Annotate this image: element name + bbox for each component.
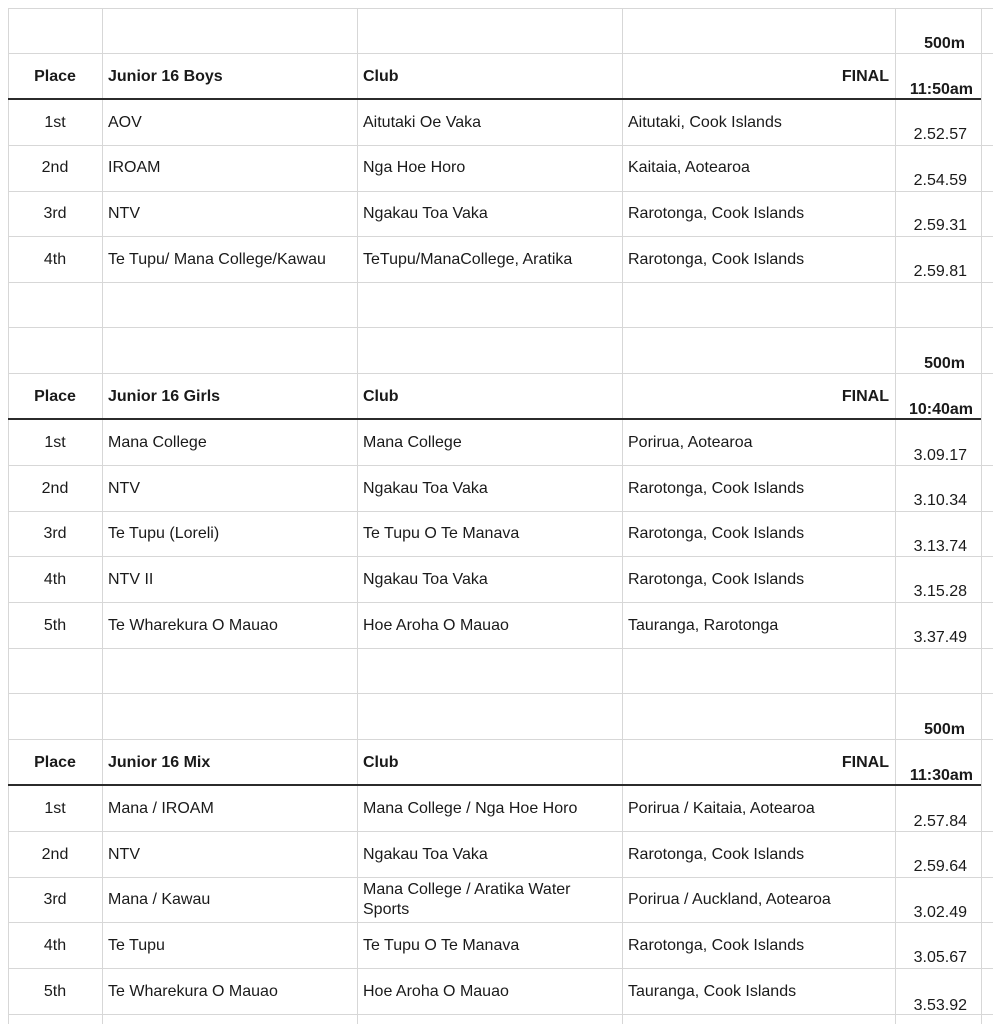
time-cell: 3.09.17 bbox=[913, 447, 967, 464]
club-cell: Mana College bbox=[363, 434, 462, 451]
location-cell: Rarotonga, Cook Islands bbox=[628, 251, 805, 268]
header-underline bbox=[8, 98, 981, 100]
place-cell: 1st bbox=[44, 800, 66, 817]
location-cell: Porirua, Aotearoa bbox=[628, 434, 753, 451]
location-cell: Rarotonga, Cook Islands bbox=[628, 846, 805, 863]
club-cell: Ngakau Toa Vaka bbox=[363, 480, 488, 497]
team-cell: Mana / Kawau bbox=[108, 891, 211, 908]
time-cell: 3.02.49 bbox=[913, 904, 967, 921]
start-time: 11:30am bbox=[909, 767, 973, 784]
place-header: Place bbox=[34, 68, 76, 85]
row-divider bbox=[8, 739, 993, 740]
row-divider bbox=[8, 465, 993, 466]
team-cell: Mana / IROAM bbox=[108, 800, 214, 817]
team-cell: NTV bbox=[108, 846, 140, 863]
club-cell: Mana College / Aratika Water Sports bbox=[363, 881, 571, 918]
location-cell: Rarotonga, Cook Islands bbox=[628, 480, 805, 497]
team-cell: Te Tupu/ Mana College/Kawau bbox=[108, 251, 326, 268]
column-divider bbox=[357, 8, 358, 1024]
location-cell: Rarotonga, Cook Islands bbox=[628, 205, 805, 222]
location-cell: Porirua / Auckland, Aotearoa bbox=[628, 891, 831, 908]
row-divider bbox=[8, 693, 993, 694]
time-cell: 3.15.28 bbox=[913, 583, 967, 600]
place-cell: 3rd bbox=[43, 891, 67, 908]
row-divider bbox=[8, 145, 993, 146]
team-cell: NTV bbox=[108, 205, 140, 222]
place-cell: 4th bbox=[43, 251, 67, 268]
club-cell: Aitutaki Oe Vaka bbox=[363, 114, 481, 131]
team-cell: NTV II bbox=[108, 571, 154, 588]
place-cell: 3rd bbox=[43, 525, 67, 542]
final-label: FINAL bbox=[841, 68, 889, 85]
category-header: Junior 16 Mix bbox=[108, 754, 211, 771]
place-cell: 2nd bbox=[41, 480, 69, 497]
team-cell: Te Tupu bbox=[108, 937, 165, 954]
column-divider bbox=[622, 8, 623, 1024]
column-divider bbox=[981, 8, 982, 1024]
location-cell: Rarotonga, Cook Islands bbox=[628, 525, 805, 542]
final-label: FINAL bbox=[841, 754, 889, 771]
location-cell: Tauranga, Cook Islands bbox=[628, 983, 797, 1000]
row-divider bbox=[8, 8, 993, 9]
place-cell: 3rd bbox=[43, 205, 67, 222]
row-divider bbox=[8, 922, 993, 923]
row-divider bbox=[8, 236, 993, 237]
time-cell: 3.37.49 bbox=[913, 629, 967, 646]
row-divider bbox=[8, 1014, 993, 1015]
category-header: Junior 16 Boys bbox=[108, 68, 223, 85]
row-divider bbox=[8, 648, 993, 649]
team-cell: AOV bbox=[108, 114, 142, 131]
place-cell: 2nd bbox=[41, 159, 69, 176]
column-divider bbox=[102, 8, 103, 1024]
row-divider bbox=[8, 831, 993, 832]
location-cell: Rarotonga, Cook Islands bbox=[628, 937, 805, 954]
distance-label: 500m bbox=[924, 355, 965, 372]
club-cell: Ngakau Toa Vaka bbox=[363, 846, 488, 863]
header-underline bbox=[8, 418, 981, 420]
club-cell: Te Tupu O Te Manava bbox=[363, 937, 520, 954]
club-cell: Nga Hoe Horo bbox=[363, 159, 466, 176]
header-underline bbox=[8, 784, 981, 786]
time-cell: 3.13.74 bbox=[913, 538, 967, 555]
row-divider bbox=[8, 282, 993, 283]
team-cell: Te Wharekura O Mauao bbox=[108, 983, 278, 1000]
row-divider bbox=[8, 511, 993, 512]
place-cell: 5th bbox=[43, 983, 67, 1000]
row-divider bbox=[8, 968, 993, 969]
distance-label: 500m bbox=[924, 721, 965, 738]
start-time: 10:40am bbox=[908, 401, 973, 418]
club-header: Club bbox=[363, 754, 399, 771]
team-cell: NTV bbox=[108, 480, 140, 497]
club-cell: Ngakau Toa Vaka bbox=[363, 205, 488, 222]
location-cell: Kaitaia, Aotearoa bbox=[628, 159, 750, 176]
team-cell: Te Wharekura O Mauao bbox=[108, 617, 278, 634]
time-cell: 2.57.84 bbox=[913, 813, 967, 830]
place-cell: 1st bbox=[44, 114, 66, 131]
row-divider bbox=[8, 556, 993, 557]
club-header: Club bbox=[363, 388, 399, 405]
club-cell: Hoe Aroha O Mauao bbox=[363, 983, 509, 1000]
time-cell: 3.10.34 bbox=[913, 492, 967, 509]
location-cell: Rarotonga, Cook Islands bbox=[628, 571, 805, 588]
time-cell: 3.05.67 bbox=[913, 949, 967, 966]
club-cell: Ngakau Toa Vaka bbox=[363, 571, 488, 588]
row-divider bbox=[8, 53, 993, 54]
place-header: Place bbox=[34, 754, 76, 771]
club-cell: Mana College / Nga Hoe Horo bbox=[363, 800, 578, 817]
time-cell: 2.59.31 bbox=[913, 217, 967, 234]
final-label: FINAL bbox=[841, 388, 889, 405]
club-header: Club bbox=[363, 68, 399, 85]
location-cell: Porirua / Kaitaia, Aotearoa bbox=[628, 800, 815, 817]
time-cell: 3.53.92 bbox=[913, 997, 967, 1014]
place-cell: 4th bbox=[43, 937, 67, 954]
team-cell: Te Tupu (Loreli) bbox=[108, 525, 220, 542]
place-cell: 1st bbox=[44, 434, 66, 451]
club-cell: Hoe Aroha O Mauao bbox=[363, 617, 509, 634]
team-cell: IROAM bbox=[108, 159, 161, 176]
start-time: 11:50am bbox=[909, 81, 973, 98]
row-divider bbox=[8, 191, 993, 192]
time-cell: 2.59.81 bbox=[913, 263, 967, 280]
time-cell: 2.59.64 bbox=[913, 858, 967, 875]
team-cell: Mana College bbox=[108, 434, 207, 451]
row-divider bbox=[8, 373, 993, 374]
location-cell: Aitutaki, Cook Islands bbox=[628, 114, 782, 131]
time-cell: 2.52.57 bbox=[913, 126, 967, 143]
category-header: Junior 16 Girls bbox=[108, 388, 221, 405]
place-cell: 2nd bbox=[41, 846, 69, 863]
row-divider bbox=[8, 327, 993, 328]
row-divider bbox=[8, 602, 993, 603]
location-cell: Tauranga, Rarotonga bbox=[628, 617, 779, 634]
place-cell: 4th bbox=[43, 571, 67, 588]
place-cell: 5th bbox=[43, 617, 67, 634]
row-divider bbox=[8, 877, 993, 878]
place-header: Place bbox=[34, 388, 76, 405]
club-cell: Te Tupu O Te Manava bbox=[363, 525, 520, 542]
distance-label: 500m bbox=[924, 35, 965, 52]
time-cell: 2.54.59 bbox=[913, 172, 967, 189]
club-cell: TeTupu/ManaCollege, Aratika bbox=[363, 251, 573, 268]
